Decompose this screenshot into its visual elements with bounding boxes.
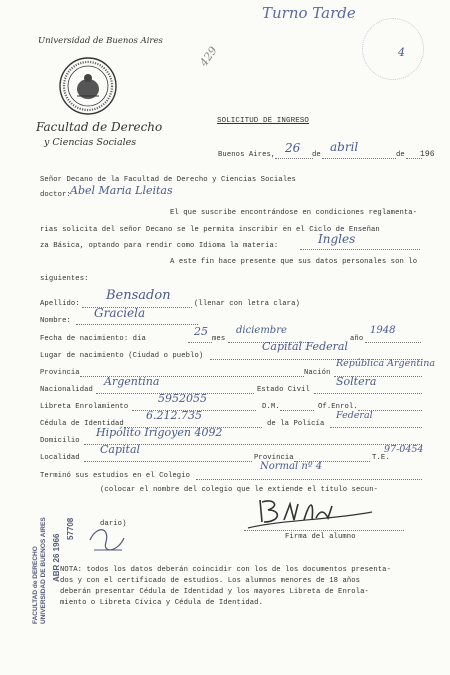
annotation-number: 429	[197, 44, 220, 69]
nota-line3: deberán presentar Cédula de Identidad y los mayores Libreta de Enrola-	[60, 588, 369, 596]
nacionalidad-label: Nacionalidad	[40, 386, 93, 394]
nota-line2: dos y con el certificado de estudios. Los alumnos menores de 18 años	[60, 577, 361, 585]
university-name: Universidad de Buenos Aires	[38, 36, 163, 46]
faculty-line2: y Ciencias Sociales	[44, 137, 137, 148]
doctor-name: Abel Maria Lleitas	[70, 184, 173, 197]
estado-value: Soltera	[336, 375, 377, 388]
lugar-label: Lugar de nacimiento (Ciudad o pueblo)	[40, 352, 204, 360]
nombre-value: Graciela	[94, 306, 146, 320]
provincia2-label: Provincia	[254, 454, 294, 462]
domicilio-label: Domicilio	[40, 437, 80, 445]
signature-line	[244, 530, 404, 531]
corner-mark: 4	[398, 46, 405, 59]
salutation: Señor Decano de la Facultad de Derecho y Ciencias Sociales	[40, 176, 296, 184]
faint-stamp-circle	[362, 18, 424, 80]
nota-line1: NOTA: todos los datos deberán coincidir con los de los documentos presenta-	[60, 566, 391, 574]
para1-line1: El que suscribe encontrándose en condiciones reglamenta-	[170, 209, 418, 217]
dm-label: D.M.	[262, 403, 280, 411]
te-label: T.E.	[372, 454, 390, 462]
stamp-scribble-icon	[84, 520, 132, 560]
language-value: Ingles	[318, 232, 356, 246]
date-de2: de	[396, 151, 405, 159]
form-title: SOLICITUD DE INGRESO	[217, 117, 310, 125]
te-value: 97-0454	[384, 444, 424, 455]
date-day: 26	[285, 141, 301, 155]
nacion-value: República Argentina	[336, 358, 435, 369]
para1-line2: rias solicita del señor Decano se le permita inscribir en el Ciclo de Enseñan	[40, 226, 380, 234]
ofenrol-label: Of.Enrol.	[318, 403, 358, 411]
domicilio-value: Hipólito Irigoyen 4092	[96, 426, 223, 439]
colegio-hint2: dario)	[100, 520, 127, 528]
fecha-ano: 1948	[370, 325, 396, 336]
fecha-mes-label: mes	[212, 335, 226, 343]
date-year: 196	[420, 150, 435, 159]
dm-line	[280, 403, 314, 411]
nacionalidad-value: Argentina	[104, 375, 160, 388]
apellido-label: Apellido:	[40, 300, 80, 308]
doctor-label: doctor:	[40, 191, 71, 199]
apellido-hint: (llenar con letra clara)	[194, 300, 300, 308]
stamp-line2: UNIVERSIDAD DE BUENOS AIRES	[40, 517, 47, 624]
apellido-value: Bensadon	[106, 288, 171, 303]
fecha-dia: 25	[194, 325, 208, 338]
nombre-label: Nombre:	[40, 317, 71, 325]
cedula-value: 6.212.735	[146, 409, 202, 422]
provincia-label: Provincia	[40, 369, 80, 377]
policia-line	[330, 420, 422, 428]
student-signature-icon	[240, 490, 380, 532]
termino-label: Terminó sus estudios en el Colegio	[40, 472, 191, 480]
colegio-hint: (colocar el nombre del colegio que le extiende el título secun-	[100, 486, 379, 494]
fecha-ano-label: año	[350, 335, 364, 343]
policia-label: de la Policía	[267, 420, 325, 428]
faculty-line1: Facultad de Derecho	[36, 120, 163, 134]
nota-line4: miento o Libreta Cívica y Cédula de Identidad.	[60, 599, 264, 607]
fecha-label: Fecha de nacimiento: día	[40, 335, 146, 343]
colegio-value: Normal nº 4	[260, 461, 323, 472]
stamp-number: 57708	[66, 517, 75, 540]
signature-label: Firma del alumno	[285, 533, 356, 541]
lugar-value: Capital Federal	[262, 340, 348, 353]
localidad-label: Localidad	[40, 454, 80, 462]
para1-line3: za Básica, optando para rendir como Idioma la materia:	[40, 242, 279, 250]
date-month: abril	[330, 140, 359, 154]
para2-line1: A este fin hace presente que sus datos personales son lo	[170, 258, 418, 266]
libreta-value: 5952055	[158, 392, 207, 405]
handwritten-shift: Turno Tarde	[262, 4, 356, 22]
fecha-ano-line	[365, 335, 421, 343]
localidad-value: Capital	[100, 443, 141, 456]
fecha-mes: diciembre	[236, 325, 287, 336]
estado-label: Estado Civil	[257, 386, 310, 394]
para2-line2: siguientes:	[40, 275, 89, 283]
date-label: Buenos Aires,	[218, 151, 276, 159]
date-de1: de	[312, 151, 321, 159]
nacion-label: Nación	[304, 369, 331, 377]
university-seal-icon	[58, 56, 118, 116]
libreta-label: Libreta Enrolamiento	[40, 403, 129, 411]
cedula-label: Cédula de Identidad	[40, 420, 124, 428]
stamp-line1: FACULTAD de DERECHO	[32, 546, 39, 624]
policia-value: Federal	[336, 410, 373, 421]
colegio-line	[196, 472, 422, 480]
stamp-date: ABR 26 1966	[52, 533, 61, 582]
